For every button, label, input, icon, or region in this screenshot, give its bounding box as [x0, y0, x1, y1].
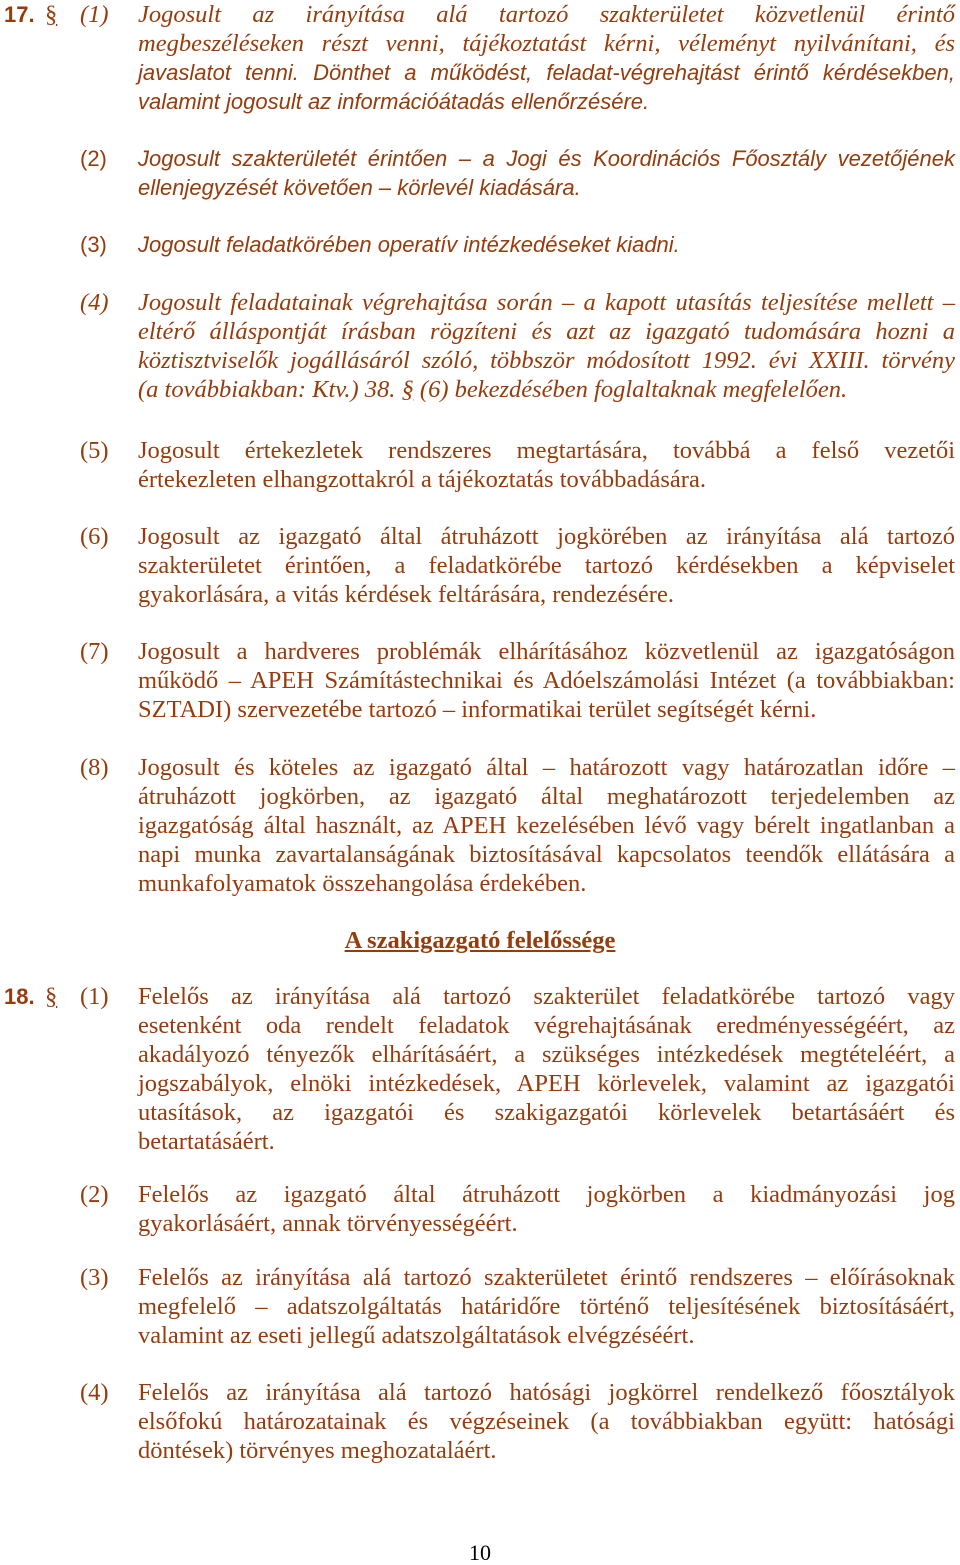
paragraph-17-2 — [0, 144, 960, 202]
text-line: napi munka zavartalanságának biztosításával kapcsolatos teendők ellátására a — [138, 841, 955, 868]
paragraph-text — [138, 1263, 955, 1350]
text-line: betartatásáért. — [138, 1128, 275, 1155]
text-line: gyakorlásáért, annak törvényességéért. — [138, 1210, 518, 1237]
paragraph-17-6 — [0, 522, 960, 609]
paragraph-17-8 — [0, 753, 960, 898]
paragraph-label: (3) — [80, 232, 107, 257]
text-line: SZTADI) szervezetébe tartozó – informatikai terület segítségét kérni. — [138, 696, 817, 723]
paragraph-label: (1) — [80, 983, 109, 1010]
section-number: 17. — [4, 2, 35, 27]
text-line: Jogosult értekezletek rendszeres megtartására, továbbá a felső vezetői — [138, 437, 955, 464]
text-line: megbeszéléseken részt venni, tájékoztatást kérni, véleményt nyilvánítani, és — [138, 30, 955, 57]
paragraph-17-1 — [0, 0, 960, 116]
text-line: eltérő álláspontját írásban rögzíteni és azt az igazgató tudomására hozni a — [138, 318, 955, 345]
text-line: igazgatóság által használt, az APEH kezelésében lévő vagy bérelt ingatlanban a — [138, 812, 955, 839]
section-symbol: § — [45, 983, 58, 1010]
paragraph-label: (2) — [80, 146, 107, 171]
text-line: Jogosult az irányítása alá tartozó szakterületet közvetlenül érintő — [138, 1, 955, 28]
paragraph-label: (4) — [80, 289, 109, 316]
text-line: esetenként oda rendelt feladatok végrehajtásának eredményességéért, az — [138, 1012, 955, 1039]
text-line: javaslatot tenni. Dönthet a működést, feladat-végrehajtást érintő kérdésekben, — [138, 60, 955, 85]
paragraph-17-7 — [0, 637, 960, 724]
paragraph-label: (8) — [80, 754, 109, 781]
text-line: Felelős az igazgató által átruházott jogkörben a kiadmányozási jog — [138, 1181, 955, 1208]
section-heading: A szakigazgató felelőssége — [344, 927, 616, 954]
text-line: ellenjegyzését követően – körlevél kiadására. — [138, 175, 581, 200]
paragraph-label: (5) — [80, 437, 109, 464]
text-line: munkafolyamatok összehangolása érdekében. — [138, 870, 587, 897]
text-line: működő – APEH Számítástechnikai és Adóelszámolási Intézet (a továbbiakban: — [138, 667, 955, 694]
text-line: megfelelő – adatszolgáltatás határidőre történő teljesítésének biztosításáért, — [138, 1293, 955, 1320]
text-line: Felelős az irányítása alá tartozó szakterület feladatkörébe tartozó vagy — [138, 983, 955, 1010]
text-segment: (a továbbiakban: Ktv.) 38. — [138, 376, 402, 403]
text-line: Felelős az irányítása alá tartozó szakterületet érintő rendszeres – előírásoknak — [138, 1264, 955, 1291]
paragraph-text — [138, 982, 955, 1156]
paragraph-text — [138, 1378, 955, 1465]
paragraph-text — [138, 522, 955, 609]
text-line: elsőfokú határozatainak és végzéseinek (a továbbiakban együtt: hatósági — [138, 1408, 955, 1435]
paragraph-label: (7) — [80, 638, 109, 665]
paragraph-text — [138, 637, 955, 724]
paragraph-17-4 — [0, 288, 960, 404]
paragraph-text — [138, 1180, 955, 1238]
text-line: valamint az eseti jellegű adatszolgáltatások elvégzéséért. — [138, 1322, 695, 1349]
paragraph-label: (2) — [80, 1181, 109, 1208]
section-number: 18. — [4, 984, 35, 1009]
text-line: Jogosult és köteles az igazgató által – határozott vagy határozatlan időre – — [138, 754, 955, 781]
paragraph-text — [138, 230, 955, 259]
text-line: Felelős az irányítása alá tartozó hatósági jogkörrel rendelkező főosztályok — [138, 1379, 955, 1406]
paragraph-label: (1) — [80, 1, 109, 28]
section-symbol: § — [45, 1, 58, 28]
text-line: gyakorlására, a vitás kérdések feltárására, rendezésére. — [138, 581, 674, 608]
text-line: Jogosult feladatkörében operatív intézkedéseket kiadni. — [138, 232, 680, 257]
text-line: valamint jogosult az információátadás ellenőrzésére. — [138, 89, 650, 114]
text-line: köztisztviselők jogállásáról szóló, többször módosított 1992. évi XXIII. törvény — [138, 347, 955, 374]
text-line: Jogosult szakterületét érintően – a Jogi és Koordinációs Főosztály vezetőjének — [138, 146, 955, 171]
paragraph-label: (6) — [80, 523, 109, 550]
text-line: értekezleten elhangzottakról a tájékoztatás továbbadására. — [138, 466, 706, 493]
section-symbol: § — [401, 376, 414, 403]
text-line — [138, 375, 955, 404]
text-line: Jogosult a hardveres problémák elhárításához közvetlenül az igazgatóságon — [138, 638, 955, 665]
paragraph-18-2 — [0, 1180, 960, 1238]
paragraph-label: (4) — [80, 1379, 109, 1406]
paragraph-17-5 — [0, 436, 960, 494]
text-line: szakterületet érintően, a feladatkörébe tartozó kérdésekben a képviselet — [138, 552, 955, 579]
page-number: 10 — [469, 1540, 491, 1565]
paragraph-18-4 — [0, 1378, 960, 1465]
text-line: utasítások, az igazgatói és szakigazgatói körlevelek betartásáért és — [138, 1099, 955, 1126]
paragraph-label: (3) — [80, 1264, 109, 1291]
text-line: Jogosult az igazgató által átruházott jogkörében az irányítása alá tartozó — [138, 523, 955, 550]
paragraph-text — [138, 753, 955, 898]
paragraph-text — [138, 0, 955, 116]
paragraph-18-1 — [0, 982, 960, 1156]
paragraph-text — [138, 288, 955, 404]
paragraph-text — [138, 436, 955, 494]
paragraph-18-3 — [0, 1263, 960, 1350]
text-line: jogszabályok, elnöki intézkedések, APEH körlevelek, valamint az igazgatói — [138, 1070, 955, 1097]
paragraph-text — [138, 144, 955, 202]
paragraph-17-3 — [0, 230, 960, 259]
text-line: átruházott jogkörben, az igazgató által meghatározott terjedelemben az — [138, 783, 955, 810]
text-segment: (6) bekezdésében foglaltaknak megfelelően. — [413, 376, 848, 403]
text-line: akadályozó tényezők elhárításáért, a szükséges intézkedések megtételéért, a — [138, 1041, 955, 1068]
text-line: döntések) törvényes meghozataláért. — [138, 1437, 497, 1464]
text-line: Jogosult feladatainak végrehajtása során – a kapott utasítás teljesítése mellett – — [138, 289, 955, 316]
